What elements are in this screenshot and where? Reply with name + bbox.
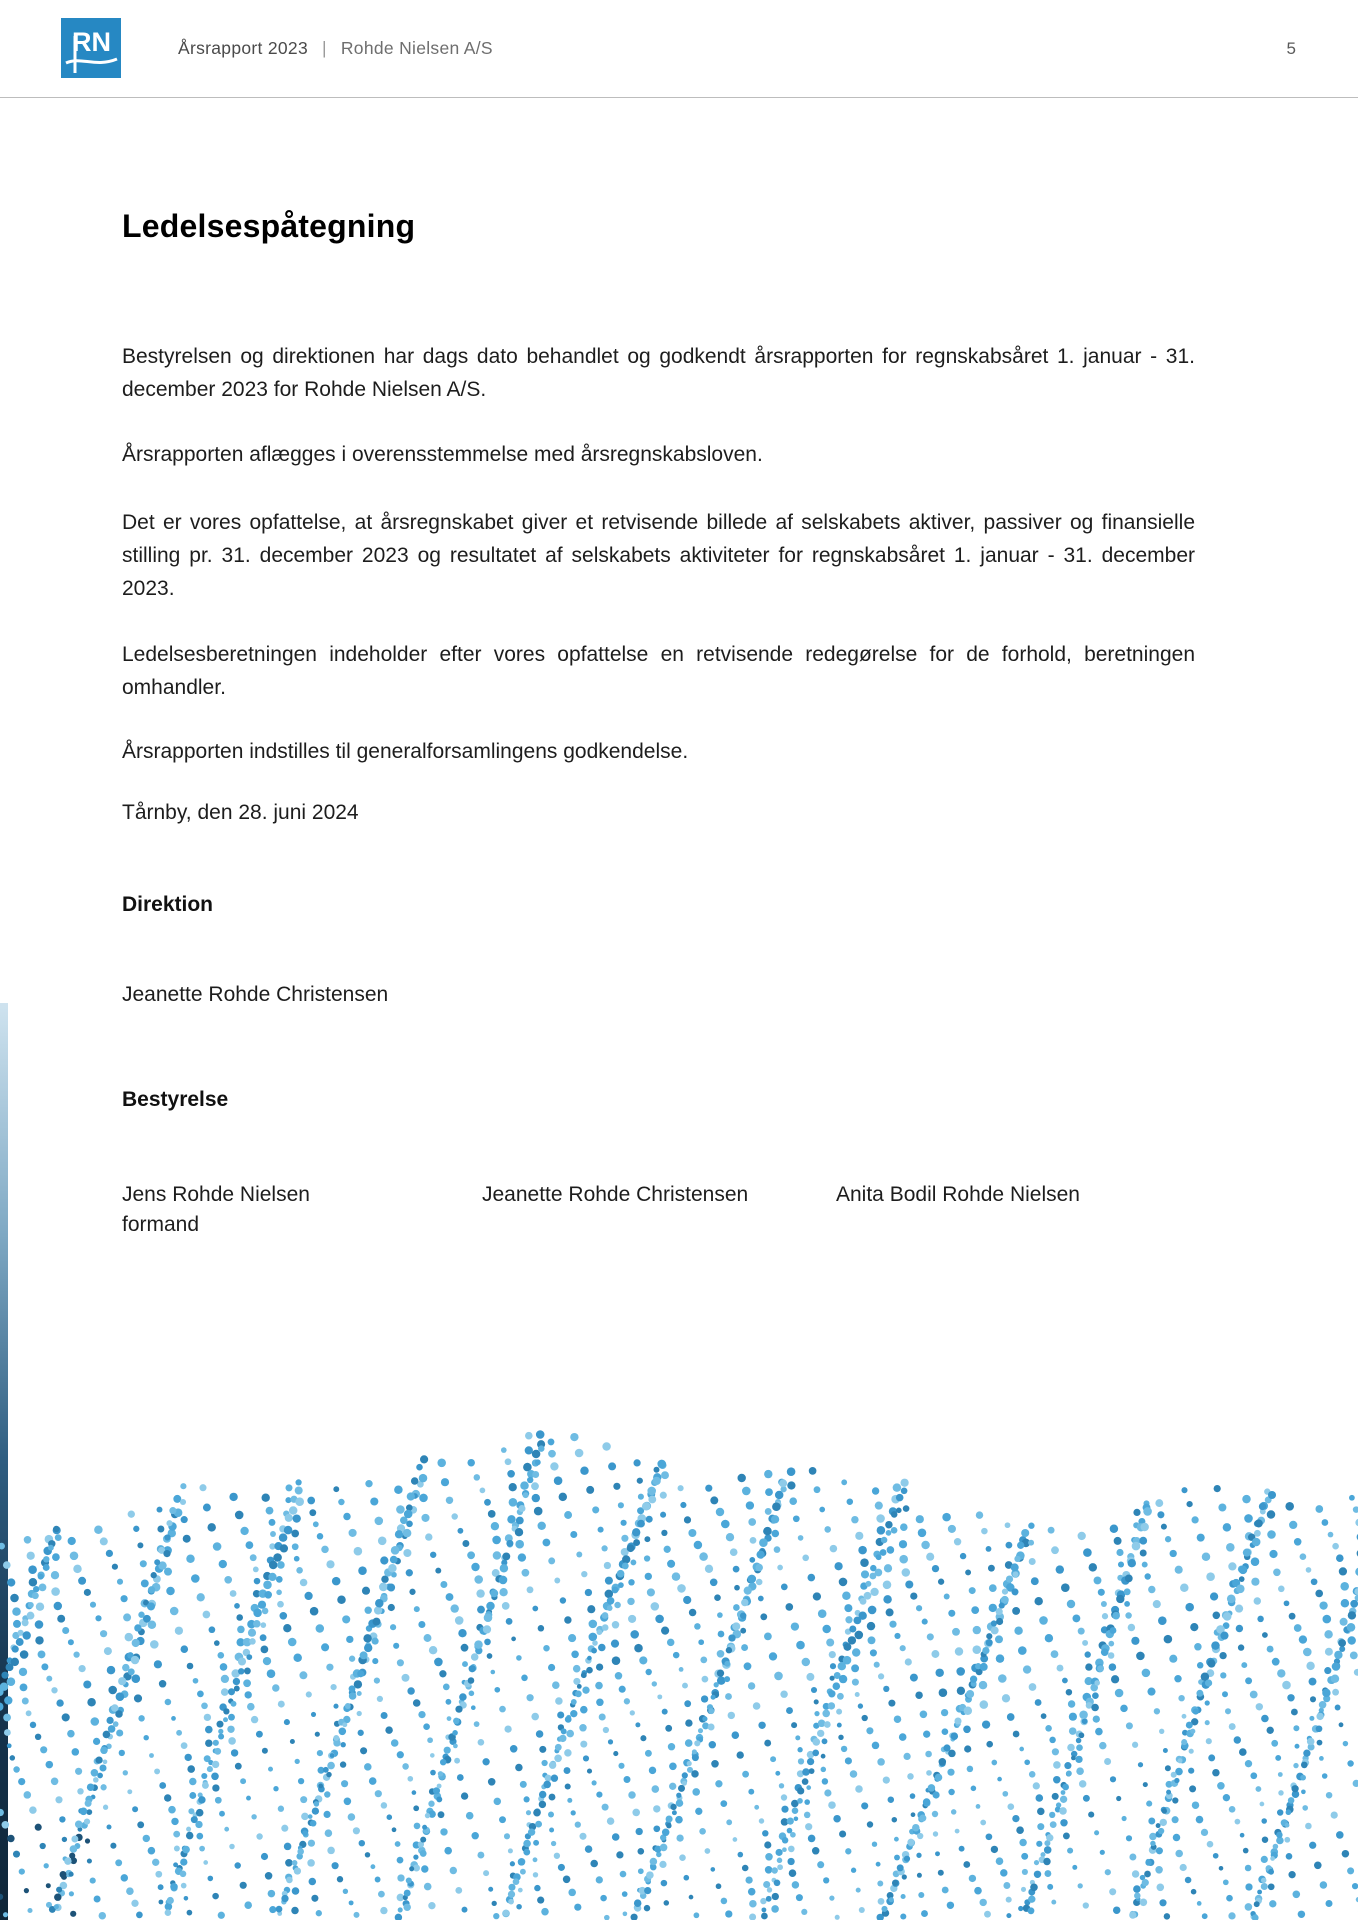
board-member-name: Jeanette Rohde Christensen [482,1183,749,1206]
page-header [0,0,1358,97]
paragraph-true-view: Det er vores opfattelse, at årsregnskabet giver et retvisende billede af selskabets aktiver, passiver og finansielle stilling pr. 31. december 2023 og resultatet af selskabets aktiviteter for regnskabsåret 1. januar - 31. december 2023. [122,511,1195,600]
board-members-row [122,1180,1195,1250]
wave-dots-pattern [0,1430,1358,1920]
paragraph-recommendation: Årsrapporten indstilles til generalforsamlingens godkendelse. [122,740,689,763]
paragraph-approval: Bestyrelsen og direktionen har dags dato behandlet og godkendt årsrapporten for regnskabsåret 1. januar - 31. december 2023 for Rohde Nielsen A/S. [122,345,1195,401]
header-breadcrumb [178,0,493,97]
company-name: Rohde Nielsen A/S [340,38,493,58]
report-title: Årsrapport 2023 [178,38,308,58]
paragraph-law: Årsrapporten aflægges i overensstemmelse med årsregnskabsloven. [122,443,763,466]
board-member [122,1180,310,1240]
board-member-role: formand [122,1213,200,1236]
board-member [482,1180,748,1210]
bestyrelse-heading: Bestyrelse [122,1088,229,1111]
direktion-heading: Direktion [122,893,214,916]
place-and-date: Tårnby, den 28. juni 2024 [122,801,359,824]
company-logo [61,18,121,78]
logo-rn-icon: RN [72,27,111,57]
header-divider [0,97,1358,98]
header-separator: | [322,38,327,58]
page-number: 5 [1286,38,1296,58]
direktion-member-name: Jeanette Rohde Christensen [122,983,389,1006]
paragraph-management-review: Ledelsesberetningen indeholder efter vores opfattelse en retvisende redegørelse for de forhold, beretningen omhandler. [122,643,1195,699]
board-member [836,1180,1080,1210]
page-title: Ledelsespåtegning [122,208,416,244]
board-member-name: Anita Bodil Rohde Nielsen [836,1183,1080,1206]
board-member-name: Jens Rohde Nielsen [122,1183,310,1206]
